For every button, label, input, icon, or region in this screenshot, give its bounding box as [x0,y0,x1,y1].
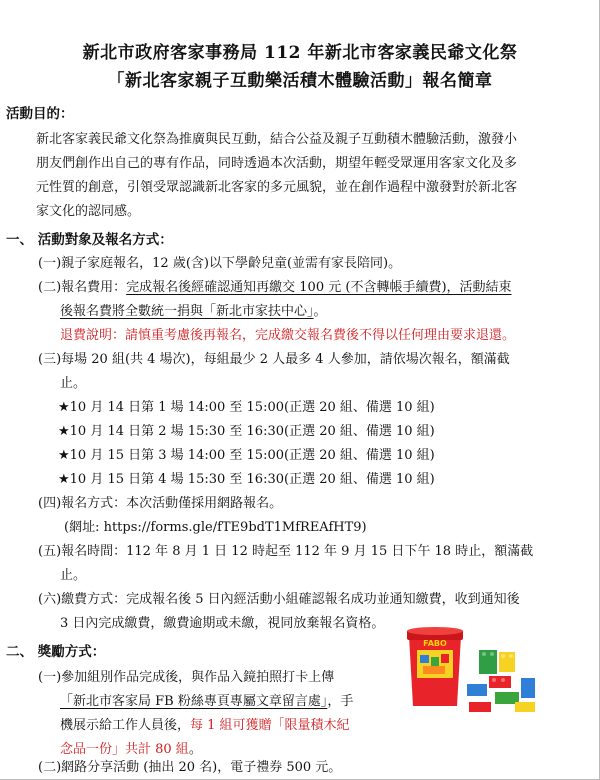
registration-fee-line-1 [38,280,512,296]
registration-fee-detail: 完成報名後經確認通知再繳交 100 元 (不含轉帳手續費)，活動結束 [126,280,512,295]
reward-1-line-3: 機展示給工作人員後，每 1 組可獲贈「限量積木紀 [60,718,350,733]
purpose-text-line: 朋友們創作出自己的專有作品，同時透過本次活動，期望年輕受眾運用客家文化及多 [36,156,518,171]
section-2-heading: 二、 獎勵方式： [6,644,106,660]
star-icon: ★ [58,472,70,487]
session-rule-line-1: (三)每場 20 組(共 4 場次)，每組最少 2 人最多 4 人參加，請依場次報名，額滿截 [38,352,510,367]
session-item: ★10 月 14 日第 1 場 14:00 至 15:00(正選 20 組、備選 10 組) [58,400,435,415]
gift-note-count: 念品一份」共計 80 組 [60,742,189,757]
registration-fee-line-2: 後報名費將全數統一捐與「新北市家扶中心」。 [60,304,327,319]
payment-method-line-2: 3 日內完成繳費，繳費逾期或未繳，視同放棄報名資格。 [60,616,385,631]
registration-period-line-1: (五)報名時間：112 年 8 月 1 日 12 時起至 112 年 9 月 15 日下午 18 時止，額滿截 [38,544,534,559]
participant-eligibility: (一)親子家庭報名，12 歲(含)以下學齡兒童(並需有家長陪同)。 [38,256,402,271]
star-icon: ★ [58,400,70,415]
purpose-heading: 活動目的： [6,106,74,122]
registration-method: (四)報名方式：本次活動僅採用網路報名。 [38,496,283,511]
session-item: ★10 月 15 日第 4 場 15:30 至 16:30(正選 20 組、備選 10 組) [58,472,435,487]
registration-url[interactable]: (網址: https://forms.gle/fTE9bdT1MfREAfHT9) [64,520,367,535]
refund-note: 退費說明：請慎重考慮後再報名，完成繳交報名費後不得以任何理由要求退還。 [60,328,516,343]
session-rule-line-2: 止。 [60,376,87,391]
section-1-heading: 一、 活動對象及報名方式： [6,232,173,248]
reward-1-line-4: 念品一份」共計 80 組。 [60,742,202,757]
donation-note: 後報名費將全數統一捐與「新北市家扶中心」 [60,304,314,319]
session-item: ★10 月 15 日第 3 場 14:00 至 15:00(正選 20 組、備選 10 組) [58,448,435,463]
session-item: ★10 月 14 日第 2 場 15:30 至 16:30(正選 20 組、備選 10 組) [58,424,435,439]
star-icon: ★ [58,448,70,463]
reward-1-line-1: (一)參加組別作品完成後，與作品入鏡拍照打卡上傳 [38,670,335,685]
star-icon: ★ [58,424,70,439]
building-blocks-bucket-image [403,622,543,722]
purpose-text-line: 元性質的創意，引領受眾認識新北客家的多元風貌，並在創作過程中激發對於新北客 [36,180,518,195]
bucket-brand-text: FABO [423,639,447,648]
gift-note: 每 1 組可獲贈「限量積木紀 [190,718,350,733]
fb-fanpage-note: 「新北市客家局 FB 粉絲專頁專屬文章留言處」 [60,694,328,709]
document-title-line-2: 「新北客家親子互動樂活積木體驗活動」報名簡章 [107,71,493,91]
registration-period-line-2: 止。 [60,568,87,583]
registration-fee-label: (二)報名費用： [38,280,127,295]
document-title-line-1: 新北市政府客家事務局 112 年新北市客家義民爺文化祭 [82,43,518,63]
purpose-text-line: 新北客家義民爺文化祭為推廣與民互動，結合公益及親子互動積木體驗活動，激發小 [36,132,518,147]
reward-2: (二)網路分享活動 (抽出 20 名)，電子禮券 500 元。 [38,760,342,775]
purpose-text-line: 家文化的認同感。 [36,204,141,219]
reward-1-line-2: 「新北市客家局 FB 粉絲專頁專屬文章留言處」，手 [60,694,354,709]
payment-method-line-1: (六)繳費方式：完成報名後 5 日內經活動小組確認報名成功並通知繳費，收到通知後 [38,592,520,607]
